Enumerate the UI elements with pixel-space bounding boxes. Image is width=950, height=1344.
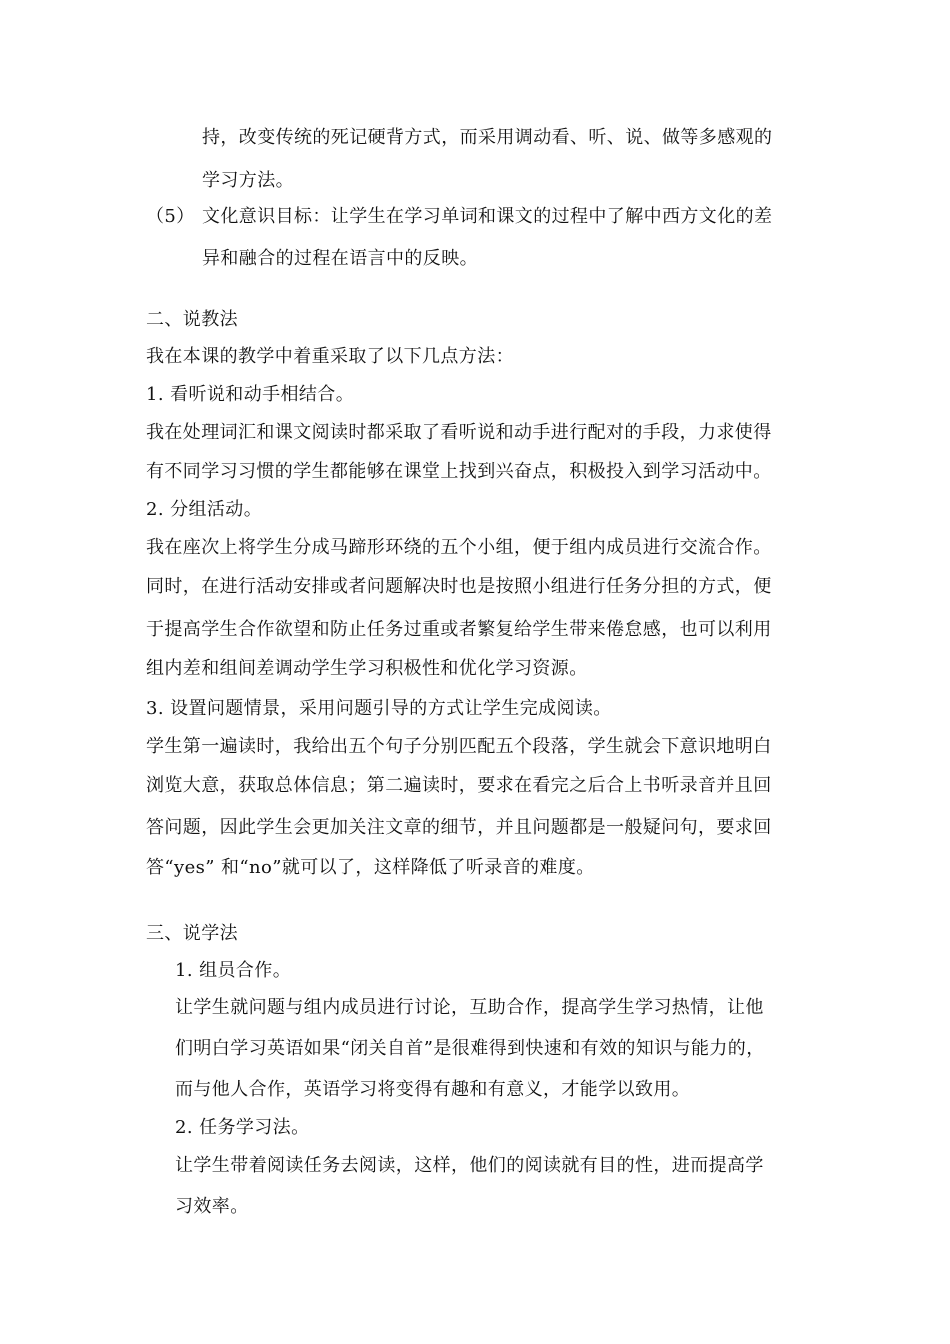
section-heading-teaching-methods: 二、说教法 (146, 309, 238, 330)
objective-5-text: 文化意识目标：让学生在学习单词和课文的过程中了解中西方文化的差 (202, 206, 773, 227)
learning-method-2-title: 2. 任务学习法。 (175, 1117, 310, 1138)
method-2-body-line-1: 我在座次上将学生分成马蹄形环绕的五个小组，便于组内成员进行交流合作。 (146, 537, 772, 558)
learning-method-1-body-line-2: 们明白学习英语如果“闭关自首”是很难得到快速和有效的知识与能力的， (175, 1038, 765, 1059)
section-heading-learning-methods: 三、说学法 (146, 923, 238, 944)
teaching-methods-intro: 我在本课的教学中着重采取了以下几点方法： (146, 346, 514, 367)
method-1-title: 1. 看听说和动手相结合。 (146, 384, 355, 405)
objective-5-number: （5） (146, 206, 195, 227)
method-3-body-line-3: 答问题，因此学生会更加关注文章的细节，并且问题都是一般疑问句，要求回 (146, 817, 772, 838)
method-2-title: 2. 分组活动。 (146, 499, 263, 520)
learning-method-1-body-line-1: 让学生就问题与组内成员进行讨论，互助合作，提高学生学习热情，让他 (175, 997, 764, 1018)
objective-4-continuation-line-1: 持，改变传统的死记硬背方式，而采用调动看、听、说、做等多感观的 (202, 127, 773, 148)
method-2-body-line-4: 组内差和组间差调动学生学习积极性和优化学习资源。 (146, 658, 588, 679)
method-3-body-line-1: 学生第一遍读时，我给出五个句子分别匹配五个段落，学生就会下意识地明白 (146, 736, 772, 757)
method-3-body-line-2: 浏览大意，获取总体信息；第二遍读时，要求在看完之后合上书听录音并且回 (146, 775, 772, 796)
method-3-body-line-4: 答“yes” 和“no”就可以了，这样降低了听录音的难度。 (146, 857, 595, 878)
learning-method-2-body-line-1: 让学生带着阅读任务去阅读，这样，他们的阅读就有目的性，进而提高学 (175, 1155, 764, 1176)
objective-5-line-2: 异和融合的过程在语言中的反映。 (202, 248, 478, 269)
method-3-title: 3. 设置问题情景，采用问题引导的方式让学生完成阅读。 (146, 698, 612, 719)
learning-method-1-body-line-3: 而与他人合作，英语学习将变得有趣和有意义，才能学以致用。 (175, 1079, 691, 1100)
method-2-body-line-2: 同时，在进行活动安排或者问题解决时也是按照小组进行任务分担的方式，便 (146, 576, 772, 597)
method-1-body-line-1: 我在处理词汇和课文阅读时都采取了看听说和动手进行配对的手段，力求使得 (146, 422, 772, 443)
method-2-body-line-3: 于提高学生合作欲望和防止任务过重或者繁复给学生带来倦怠感，也可以利用 (146, 619, 772, 640)
learning-method-2-body-line-2: 习效率。 (175, 1196, 249, 1217)
method-1-body-line-2: 有不同学习习惯的学生都能够在课堂上找到兴奋点，积极投入到学习活动中。 (146, 461, 772, 482)
learning-method-1-title: 1. 组员合作。 (175, 960, 292, 981)
objective-5-line-1 (146, 205, 772, 229)
objective-4-continuation-line-2: 学习方法。 (202, 170, 294, 191)
